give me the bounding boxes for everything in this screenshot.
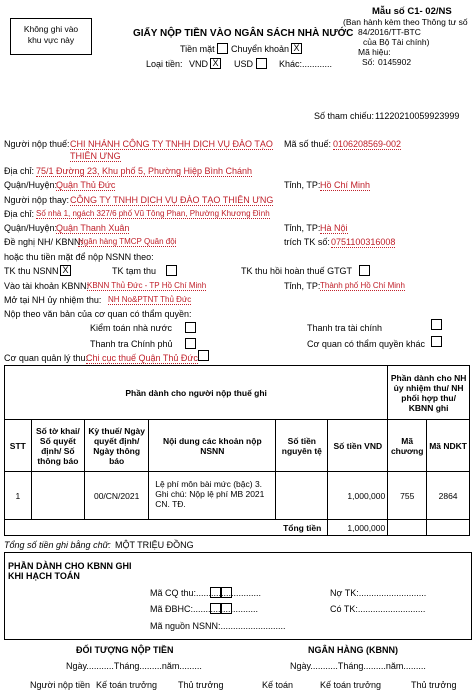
- sig-ke-toan: Kế toán: [262, 680, 294, 690]
- proxy-addr-label: Địa chỉ:: [4, 209, 35, 219]
- form-note-1: (Ban hành kèm theo Thông tư số: [343, 17, 468, 27]
- bank-name: Ngân hàng TMCP Quân đội: [78, 237, 177, 246]
- tk-hoan-checkbox[interactable]: [359, 265, 370, 276]
- proxy-district-label: Quận/Huyện:: [4, 223, 58, 233]
- transfer-checkbox[interactable]: X: [291, 43, 302, 54]
- kbnn-box-1[interactable]: [210, 587, 221, 598]
- cell-so: [31, 472, 84, 520]
- other-currency: Khác:............: [279, 59, 333, 69]
- usd-checkbox[interactable]: [256, 58, 267, 69]
- co-quan-khac-checkbox[interactable]: [431, 336, 442, 347]
- thanh-tra-cp-checkbox[interactable]: [185, 338, 196, 349]
- tk-tam-label: TK tạm thu: [112, 266, 157, 276]
- head-bank: Phần dành cho NH ủy nhiệm thu/ NH phối hợp thu/ KBNN ghi: [388, 366, 470, 420]
- tk-tam-checkbox[interactable]: [166, 265, 177, 276]
- form-number-label: Số:: [362, 57, 375, 67]
- sig-thu-truong-2: Thủ trưởng: [411, 680, 457, 690]
- kbnn-title-1: PHẦN DÀNH CHO KBNN GHI: [8, 561, 132, 571]
- cell-noidung-line1: Lệ phí môn bài mức (bậc) 3.: [155, 478, 263, 489]
- treasury-province-label: Tỉnh, TP:: [284, 281, 321, 291]
- cash-checkbox[interactable]: [217, 43, 228, 54]
- payer-label: Người nộp thuế:: [4, 139, 70, 149]
- payer-name-1: CHI NHÁNH CÔNG TY TNHH DỊCH VỤ ĐÀO TẠO: [70, 139, 273, 149]
- payer-province: Hồ Chí Minh: [320, 180, 371, 190]
- in-words-value: MỘT TRIỆU ĐỒNG: [115, 540, 194, 550]
- sig-ke-toan-truong-2: Kế toán trưởng: [320, 680, 381, 690]
- tk-hoan-label: TK thu hồi hoàn thuế GTGT: [241, 266, 353, 276]
- kbnn-title-2: KHI HẠCH TOÁN: [8, 571, 80, 581]
- form-code-label: Mã hiệu:: [358, 47, 391, 57]
- ref-label: Số tham chiếu:: [314, 111, 375, 121]
- cell-nguyente: [276, 472, 328, 520]
- reserved-line-2: khu vực này: [27, 35, 75, 45]
- proxy-addr: Số nhà 1, ngách 327/6 phố Vũ Tông Phan, Phường Khương Đình: [36, 209, 270, 218]
- mgmt-name: Chi cục thuế Quận Thủ Đức: [86, 353, 198, 363]
- cash-label: Tiền mặt: [180, 44, 215, 54]
- kiem-toan-checkbox[interactable]: [185, 322, 196, 333]
- sig-ke-toan-truong-1: Kế toán trưởng: [96, 680, 157, 690]
- thanh-tra-tc-checkbox[interactable]: [431, 319, 442, 330]
- cell-noidung: [149, 472, 276, 520]
- tax-code: 0106208569-002: [333, 139, 402, 149]
- cell-ky: 00/CN/2021: [85, 472, 149, 520]
- open-at-label: Mở tại NH ủy nhiệm thu:: [4, 295, 102, 305]
- page-title: GIẤY NỘP TIỀN VÀO NGÂN SÁCH NHÀ NƯỚC: [133, 28, 354, 39]
- head-payer: Phần dành cho người nộp thuế ghi: [5, 366, 388, 420]
- cell-noidung-line2: Ghi chú: Nộp lệ phí MB 2021 CN. TĐ.: [155, 488, 265, 509]
- authority-intro: Nộp theo văn bản của cơ quan có thẩm quyền:: [4, 309, 192, 319]
- currency-label: Loại tiền:: [146, 59, 183, 69]
- payer-province-label: Tỉnh, TP:: [284, 180, 321, 190]
- treasury-name: KBNN Thủ Đức - TP Hồ Chí Minh: [87, 281, 207, 290]
- bank-label: Đề nghị NH/ KBNN:: [4, 237, 84, 247]
- kbnn-cq-thu: Mã CQ thu:..........................: [150, 588, 262, 598]
- proxy-name: CÔNG TY TNHH DỊCH VỤ ĐÀO TẠO THIÊN ƯNG: [70, 195, 274, 205]
- kbnn-co-tk: Có TK:...........................: [330, 604, 426, 614]
- sig-nguoi-nop: Người nộp tiền: [30, 680, 90, 690]
- tk-thu-label: TK thu NSNN: [4, 266, 59, 276]
- account-number: 0751100316008: [331, 237, 396, 247]
- col-ndkt: Mã NDKT: [427, 420, 470, 472]
- usd-label: USD: [234, 59, 254, 69]
- thanh-tra-cp-label: Thanh tra Chính phủ: [90, 339, 173, 349]
- col-chuong: Mã chương: [388, 420, 427, 472]
- co-quan-khac-label: Cơ quan có thẩm quyền khác: [307, 339, 425, 349]
- footer-left-title: ĐỐI TƯỢNG NỘP TIỀN: [76, 645, 174, 655]
- mgmt-checkbox[interactable]: [198, 350, 209, 361]
- reserved-area-box: [10, 18, 92, 55]
- sig-thu-truong-1: Thủ trưởng: [178, 680, 224, 690]
- total-row: [5, 520, 470, 536]
- reserved-line-1: Không ghi vào: [23, 24, 79, 34]
- in-words-label: Tổng số tiền ghi bằng chữ:: [4, 540, 111, 550]
- payer-district-label: Quận/Huyện:: [4, 180, 58, 190]
- footer-right-date: Ngày...........Tháng.........năm.........: [290, 661, 426, 671]
- proxy-label: Người nộp thay:: [4, 195, 69, 205]
- payer-district: Quận Thủ Đức: [56, 180, 116, 190]
- cell-ndkt: 2864: [427, 472, 470, 520]
- vnd-checkbox[interactable]: X: [210, 58, 221, 69]
- vnd-label: VND: [189, 59, 209, 69]
- col-nguyente: Số tiền nguyên tệ: [276, 420, 328, 472]
- proxy-district: Quận Thanh Xuân: [56, 223, 130, 233]
- kbnn-no-tk: Nợ TK:...........................: [330, 588, 427, 598]
- form-code: Mẫu số C1- 02/NS: [372, 6, 452, 17]
- ref-value: 11220210059923999: [375, 111, 460, 121]
- kbnn-box-2[interactable]: [221, 587, 232, 598]
- transfer-label: Chuyển khoản: [231, 44, 290, 54]
- proxy-province-label: Tỉnh, TP:: [284, 223, 321, 233]
- kbnn-nguon: Mã nguồn NSNN:..........................: [150, 621, 286, 631]
- treasury-province: Thành phố Hồ Chí Minh: [320, 281, 405, 290]
- account-label: trích TK số:: [284, 237, 330, 247]
- form-note-2: 84/2016/TT-BTC: [358, 27, 421, 37]
- payment-table: [4, 365, 470, 536]
- col-so: Số tờ khai/ Số quyết định/ Số thông báo: [31, 420, 84, 472]
- cell-stt: 1: [5, 472, 32, 520]
- open-at-bank: NH No&PTNT Thủ Đức: [108, 295, 192, 304]
- thanh-tra-tc-label: Thanh tra tài chính: [307, 323, 383, 333]
- tk-thu-checkbox[interactable]: X: [60, 265, 71, 276]
- kbnn-box-3[interactable]: [210, 603, 221, 614]
- col-stt: STT: [5, 420, 32, 472]
- total-label: Tổng tiền: [5, 520, 328, 536]
- cell-chuong: 755: [388, 472, 427, 520]
- cell-vnd: 1,000,000: [328, 472, 388, 520]
- tax-code-label: Mã số thuế:: [284, 139, 332, 149]
- treasury-label: Vào tài khoản KBNN:: [4, 281, 90, 291]
- footer-right-title: NGÂN HÀNG (KBNN): [308, 645, 398, 655]
- payer-name-2: THIÊN ƯNG: [70, 151, 121, 161]
- total-value: 1,000,000: [328, 520, 388, 536]
- mgmt-label: Cơ quan quản lý thu:: [4, 353, 88, 363]
- kbnn-box-4[interactable]: [221, 603, 232, 614]
- footer-left-date: Ngày...........Tháng.........năm.........: [66, 661, 202, 671]
- kiem-toan-label: Kiểm toán nhà nước: [90, 323, 172, 333]
- table-row: [5, 472, 470, 520]
- form-note-3: của Bộ Tài chính): [363, 37, 430, 47]
- payer-addr-label: Địa chỉ:: [4, 166, 35, 176]
- kbnn-dbhc: Mã ĐBHC:..........................: [150, 604, 259, 614]
- payer-addr: 75/1 Đường 23, Khu phố 5, Phường Hiệp Bình Chánh: [36, 166, 252, 176]
- proxy-province: Hà Nội: [320, 223, 348, 233]
- form-number: 0145902: [378, 57, 412, 67]
- col-vnd: Số tiền VND: [328, 420, 388, 472]
- col-ky: Kỳ thuế/ Ngày quyết định/ Ngày thông báo: [85, 420, 149, 472]
- col-noidung: Nội dung các khoản nộp NSNN: [149, 420, 276, 472]
- cash-line: hoặc thu tiền mặt để nộp NSNN theo:: [4, 252, 154, 262]
